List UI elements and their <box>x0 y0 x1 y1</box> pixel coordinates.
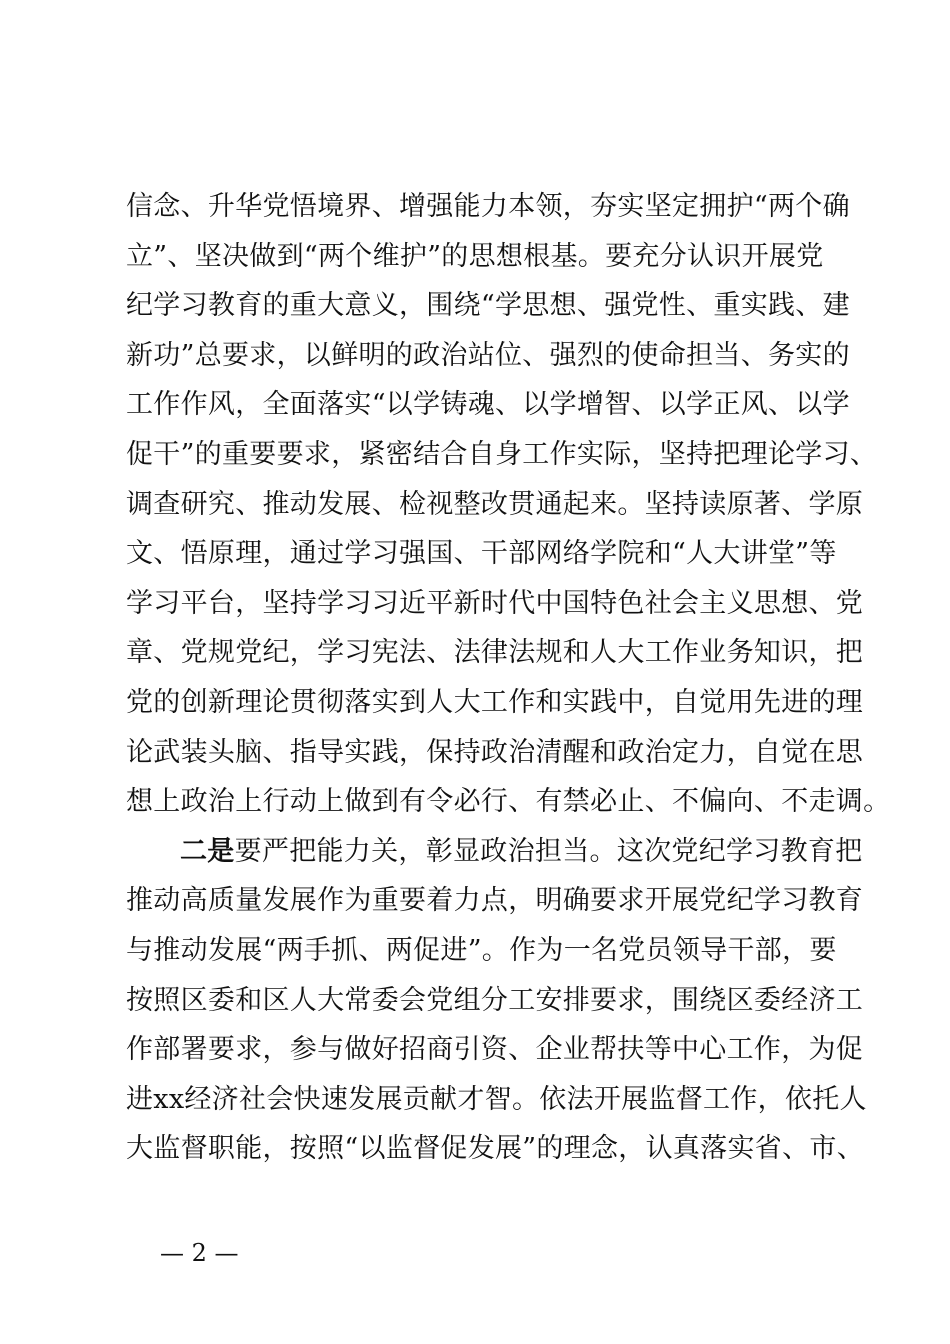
document-body <box>126 182 891 1174</box>
text-line: 与推动发展“两手抓、两促进”。作为一名党员领导干部，要 <box>126 934 837 966</box>
paragraph-1 <box>126 182 891 827</box>
text-line: 章、党规党纪，学习宪法、法律法规和人大工作业务知识，把 <box>126 637 864 669</box>
text-line: 党的创新理论贯彻落实到人大工作和实践中，自觉用先进的理 <box>126 686 864 718</box>
paragraph-2-first-line <box>126 827 863 877</box>
text-line: 信念、升华党悟境界、增强能力本领，夯实坚定拥护“两个确 <box>126 191 850 222</box>
text-line: 作部署要求，参与做好招商引资、企业帮扶等中心工作，为促 <box>126 1034 864 1066</box>
paragraph-2-lead: 二是 <box>180 835 235 867</box>
text-line: 大监督职能，按照“以监督促发展”的理念，认真落实省、市、 <box>126 1133 865 1165</box>
text-line: 新功”总要求，以鲜明的政治站位、强烈的使命担当、务实的 <box>126 339 850 371</box>
text-line: 纪学习教育的重大意义，围绕“学思想、强党性、重实践、建 <box>126 290 850 322</box>
text-line: 工作作风，全面落实“以学铸魂、以学增智、以学正风、以学 <box>126 389 850 421</box>
text-line: 推动高质量发展作为重要着力点，明确要求开展党纪学习教育 <box>126 885 864 917</box>
text-line: 论武装头脑、指导实践，保持政治清醒和政治定力，自觉在思 <box>126 736 864 768</box>
paragraph-2-first-rest: 要严把能力关，彰显政治担当。这次党纪学习教育把 <box>234 835 863 867</box>
text-line: 学习平台，坚持学习习近平新时代中国特色社会主义思想、党 <box>126 587 864 619</box>
text-line: 按照区委和区人大常委会党组分工安排要求，围绕区委经济工 <box>126 984 864 1016</box>
text-line: 想上政治上行动上做到有令必行、有禁必止、不偏向、不走调。 <box>126 786 891 818</box>
paragraph-2 <box>126 827 867 1174</box>
text-line: 立”、坚决做到“两个维护”的思想根基。要充分认识开展党 <box>126 240 824 272</box>
text-line: 调查研究、推动发展、检视整改贯通起来。坚持读原著、学原 <box>126 488 864 520</box>
text-line: 进xx经济社会快速发展贡献才智。依法开展监督工作，依托人 <box>126 1083 867 1115</box>
text-line: 文、悟原理，通过学习强国、干部网络学院和“人大讲堂”等 <box>126 538 837 570</box>
page-number: — 2 — <box>160 1239 239 1267</box>
text-line: 促干”的重要要求，紧密结合自身工作实际，坚持把理论学习、 <box>126 438 878 470</box>
